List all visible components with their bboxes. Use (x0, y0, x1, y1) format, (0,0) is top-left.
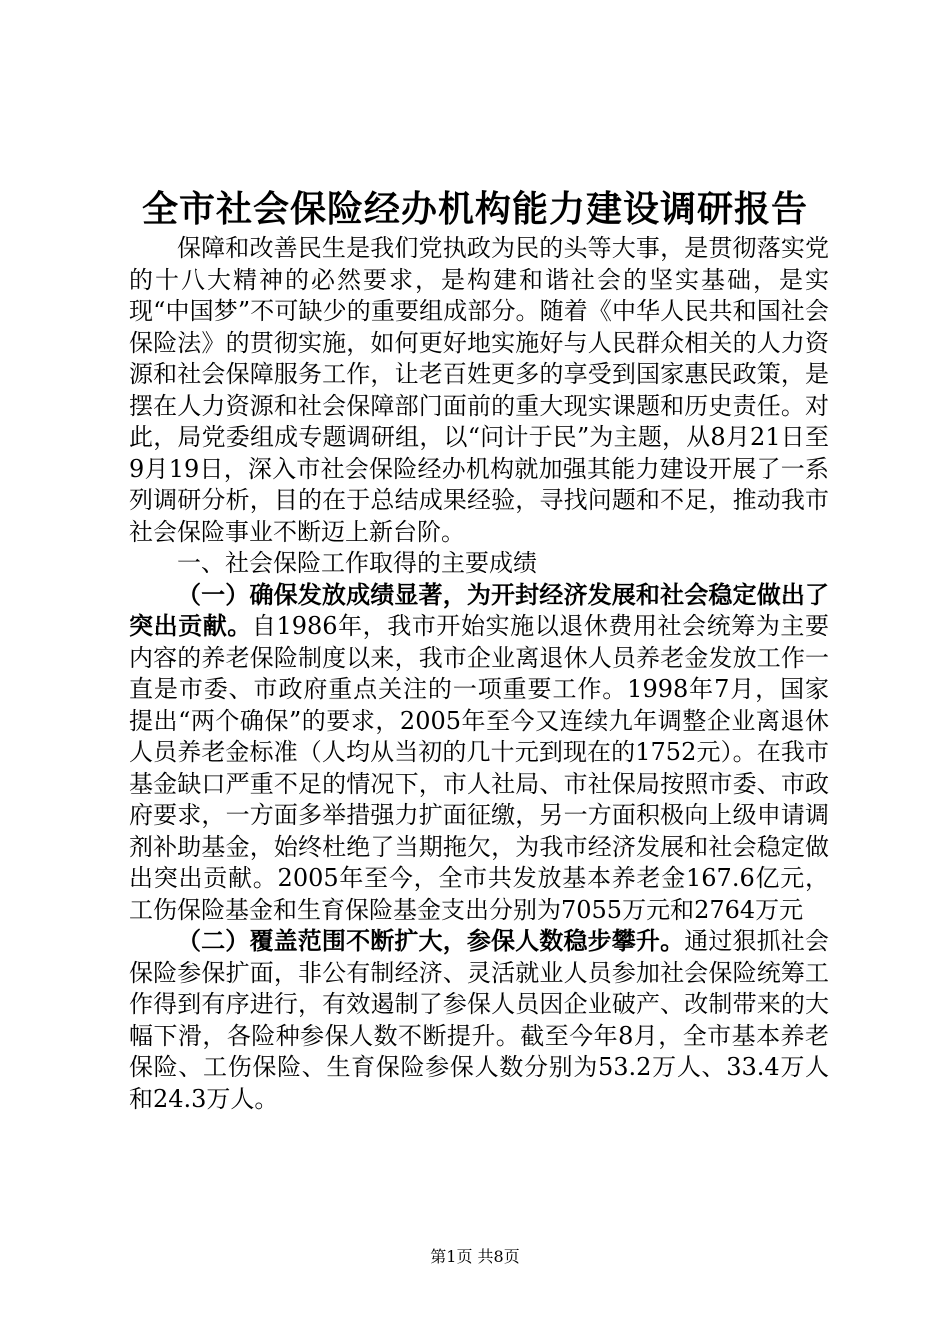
subsection-paragraph-2 (129, 926, 829, 1115)
subsection-body-1: 自1986年，我市开始实施以退休费用社会统筹为主要内容的养老保险制度以来，我市企业离退休人员养老金发放工作一直是市委、市政府重点关注的一项重要工作。1998年7月，国家提出“两个确保”的要求，2005年至今又连续九年调整企业离退休人员养老金标准（人均从当初的几十元到现在的1752元）。在我市基金缺口严重不足的情况下，市人社局、市社保局按照市委、市政府要求，一方面多举措强力扩面征缴，另一方面积极向上级申请调剂补助基金，始终杜绝了当期拖欠，为我市经济发展和社会稳定做出突出贡献。2005年至今，全市共发放基本养老金167.6亿元，工伤保险基金和生育保险基金支出分别为7055万元和2764万元 (129, 612, 830, 924)
document-body (129, 233, 829, 1115)
intro-paragraph: 保障和改善民生是我们党执政为民的头等大事，是贯彻落实党的十八大精神的必然要求，是构建和谐社会的坚实基础，是实现“中国梦”不可缺少的重要组成部分。随着《中华人民共和国社会保险法》的贯彻实施，如何更好地实施好与人民群众相关的人力资源和社会保障服务工作，让老百姓更多的享受到国家惠民政策，是摆在人力资源和社会保障部门面前的重大现实课题和历史责任。对此，局党委组成专题调研组，以“问计于民”为主题，从8月21日至9月19日，深入市社会保险经办机构就加强其能力建设开展了一系列调研分析，目的在于总结成果经验，寻找问题和不足，推动我市社会保险事业不断迈上新台阶。 (129, 234, 829, 546)
subsection-body-2: 通过狠抓社会保险参保扩面，非公有制经济、灵活就业人员参加社会保险统筹工作得到有序进行，有效遏制了参保人员因企业破产、改制带来的大幅下滑，各险种参保人数不断提升。截至今年8月，全市基本养老保险、工伤保险、生育保险参保人数分别为53.2万人、33.4万人和24.3万人。 (129, 927, 830, 1113)
subsection-heading-2: （二）覆盖范围不断扩大，参保人数稳步攀升。 (177, 927, 685, 955)
document-title: 全市社会保险经办机构能力建设调研报告 (141, 188, 808, 230)
page-footer: 第1页 共8页 (430, 1247, 520, 1266)
subsection-heading-1: （一）确保发放成绩显著，为开封经济发展和社会稳定做出了突出贡献。 (129, 580, 829, 640)
section-heading: 一、社会保险工作取得的主要成绩 (177, 549, 537, 577)
subsection-paragraph-1 (129, 580, 829, 927)
